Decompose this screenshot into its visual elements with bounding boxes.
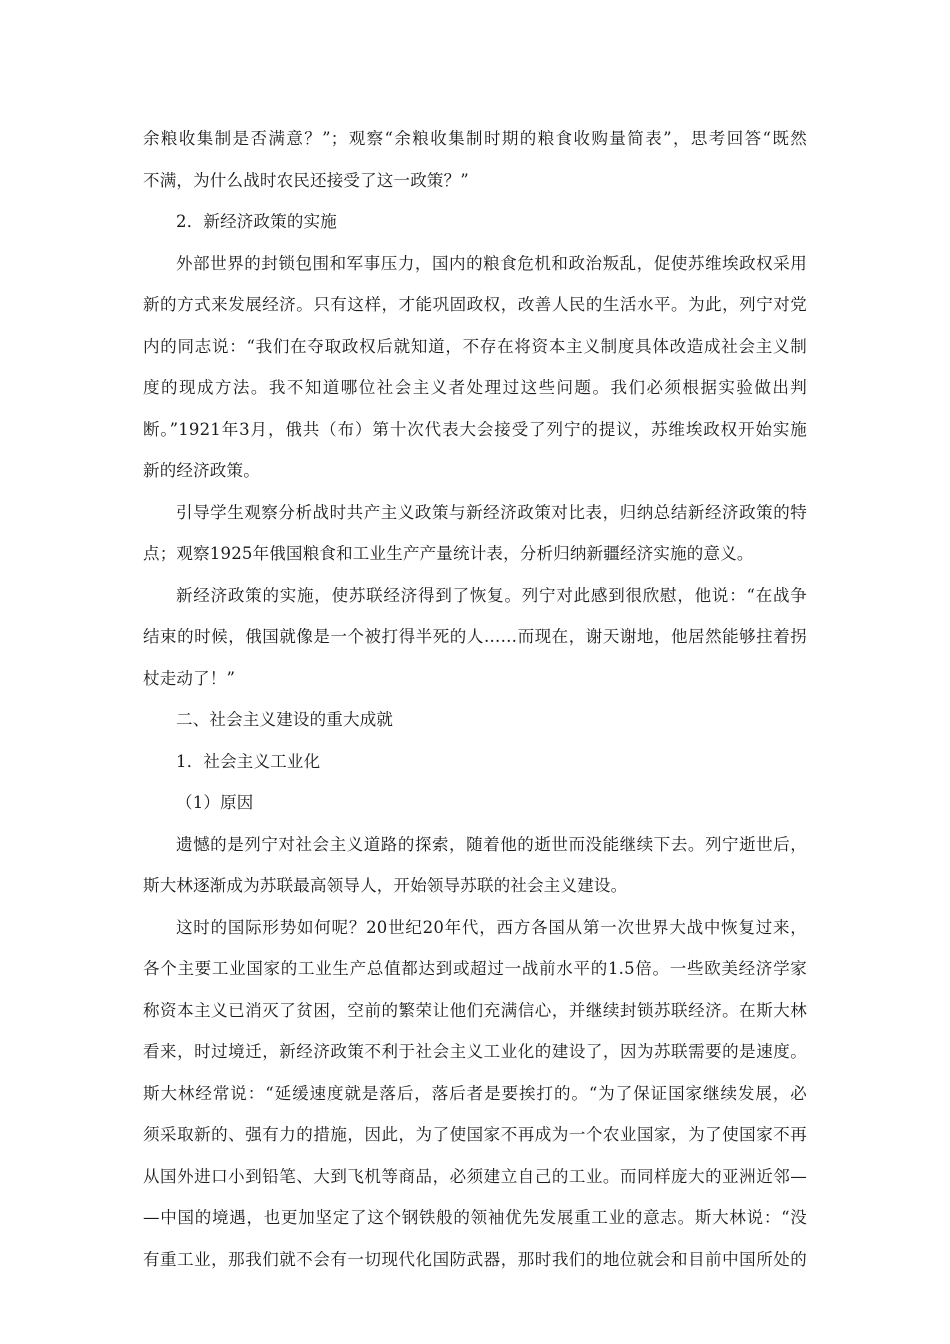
text-line: 断。”1921年3月，俄共（布）第十次代表大会接受了列宁的提议，苏维埃政权开始实施 <box>143 419 807 439</box>
text-line: 点；观察1925年俄国粮食和工业生产产量统计表，分析归纳新疆经济实施的意义。 <box>143 544 754 563</box>
text-line: 余粮收集制是否满意？”；观察“余粮收集制时期的粮食收购量简表”，思考回答“既然 <box>143 129 807 148</box>
text-line: 这时的国际形势如何呢？20世纪20年代，西方各国从第一次世界大战中恢复过来， <box>176 917 807 937</box>
text-line: 新经济政策的实施，使苏联经济得到了恢复。列宁对此感到很欣慰，他说：“在战争 <box>176 585 807 605</box>
text-line: 结束的时候，俄国就像是一个被打得半死的人……而现在，谢天谢地，他居然能够拄着拐 <box>143 627 807 646</box>
text-line: 引导学生观察分析战时共产主义政策与新经济政策对比表，归纳总结新经济政策的特 <box>176 502 807 522</box>
text-line: 斯大林逐渐成为苏联最高领导人，开始领导苏联的社会主义建设。 <box>143 876 628 895</box>
text-line: 有重工业，那我们就不会有一切现代化国防武器，那时我们的地位就会和目前中国所处的 <box>143 1249 807 1269</box>
text-line: 杖走动了！” <box>143 668 236 688</box>
text-line: 看来，时过境迁，新经济政策不利于社会主义工业化的建设了，因为苏联需要的是速度。 <box>143 1042 807 1061</box>
text-line: 斯大林经常说：“延缓速度就是落后，落后者是要挨打的。“为了保证国家继续发展，必 <box>143 1083 807 1103</box>
text-line: （1）原因 <box>176 793 254 812</box>
text-line: 须采取新的、强有力的措施，因此，为了使国家不再成为一个农业国家，为了使国家不再 <box>143 1125 807 1144</box>
text-line: 新的经济政策。 <box>143 461 260 480</box>
document-page <box>143 118 807 1280</box>
text-line: 内的同志说：“我们在夺取政权后就知道，不存在将资本主义制度具体改造成社会主义制 <box>143 336 807 356</box>
text-line: 2．新经济政策的实施 <box>176 212 337 231</box>
text-line: 称资本主义已消灭了贫困，空前的繁荣让他们充满信心，并继续封锁苏联经济。在斯大林 <box>143 1000 807 1020</box>
text-line: 从国外进口小到铅笔、大到飞机等商品，必须建立自己的工业。而同样庞大的亚洲近邻— <box>143 1166 807 1186</box>
text-line: 遗憾的是列宁对社会主义道路的探索，随着他的逝世而没能继续下去。列宁逝世后， <box>176 834 807 854</box>
text-line: —中国的境遇，也更加坚定了这个钢铁般的领袖优先发展重工业的意志。斯大林说：“没 <box>143 1208 807 1227</box>
text-line: 各个主要工业国家的工业生产总值都达到或超过一战前水平的1.5倍。一些欧美经济学家 <box>143 959 807 978</box>
text-line: 外部世界的封锁包围和军事压力，国内的粮食危机和政治叛乱，促使苏维埃政权采用 <box>176 253 807 273</box>
text-line: 度的现成方法。我不知道哪位社会主义者处理过这些问题。我们必须根据实验做出判 <box>143 378 807 397</box>
text-line: 新的方式来发展经济。只有这样，才能巩固政权，改善人民的生活水平。为此，列宁对党 <box>143 295 807 314</box>
text-line: 不满，为什么战时农民还接受了这一政策？” <box>143 170 469 190</box>
text-line: 二、社会主义建设的重大成就 <box>176 710 394 729</box>
text-line: 1．社会主义工业化 <box>176 751 321 771</box>
